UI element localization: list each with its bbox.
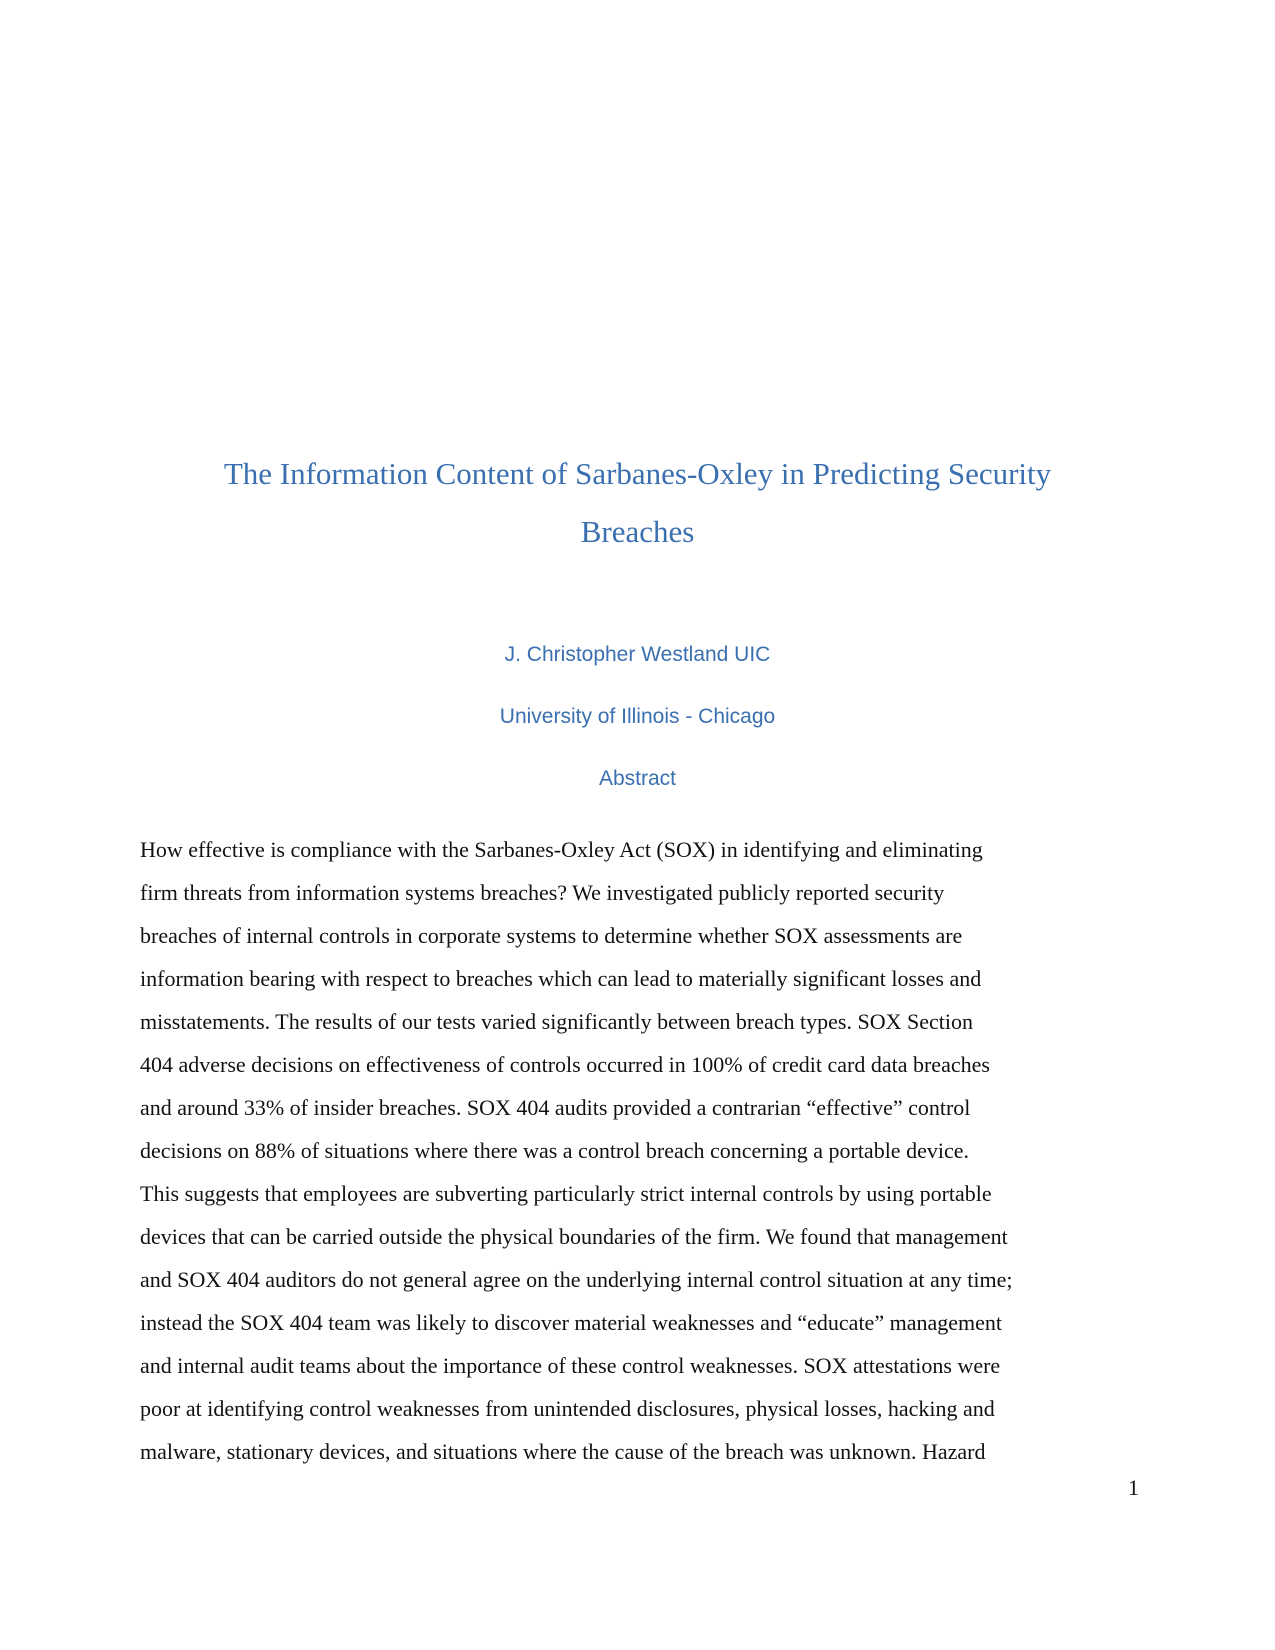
abstract-line: instead the SOX 404 team was likely to discover material weaknesses and “educate” management [140,1310,1002,1335]
abstract-line: misstatements. The results of our tests varied significantly between breach types. SOX Section [140,1009,973,1034]
paper-title-line-1: The Information Content of Sarbanes-Oxley in Predicting Security [223,456,1052,491]
author-name: J. Christopher Westland UIC [504,643,771,666]
abstract-line: devices that can be carried outside the physical boundaries of the firm. We found that management [140,1224,1008,1249]
abstract-line: decisions on 88% of situations where there was a control breach concerning a portable device. [140,1138,969,1163]
abstract-line: and internal audit teams about the importance of these control weaknesses. SOX attestations were [140,1353,1001,1378]
abstract-line: This suggests that employees are subverting particularly strict internal controls by using portable [140,1181,992,1206]
abstract-heading: Abstract [598,767,677,790]
abstract-line: malware, stationary devices, and situations where the cause of the breach was unknown. Hazard [140,1439,986,1464]
abstract-line: 404 adverse decisions on effectiveness of controls occurred in 100% of credit card data breaches [140,1052,990,1077]
abstract-line: How effective is compliance with the Sarbanes-Oxley Act (SOX) in identifying and eliminating [140,837,983,862]
page-number: 1 [1128,1475,1139,1500]
abstract-body [140,828,1140,1473]
paper-title-line-2: Breaches [580,514,695,549]
abstract-line: breaches of internal controls in corporate systems to determine whether SOX assessments are [140,923,963,948]
abstract-line: and SOX 404 auditors do not general agree on the underlying internal control situation at any time; [140,1267,1013,1292]
author-affiliation: University of Illinois - Chicago [499,705,776,728]
paper-title [140,445,1135,561]
abstract-line: poor at identifying control weaknesses from unintended disclosures, physical losses, hacking and [140,1396,995,1421]
abstract-line: and around 33% of insider breaches. SOX 404 audits provided a contrarian “effective” control [140,1095,971,1120]
abstract-line: information bearing with respect to breaches which can lead to materially significant losses and [140,966,982,991]
abstract-line: firm threats from information systems breaches? We investigated publicly reported security [140,880,945,905]
